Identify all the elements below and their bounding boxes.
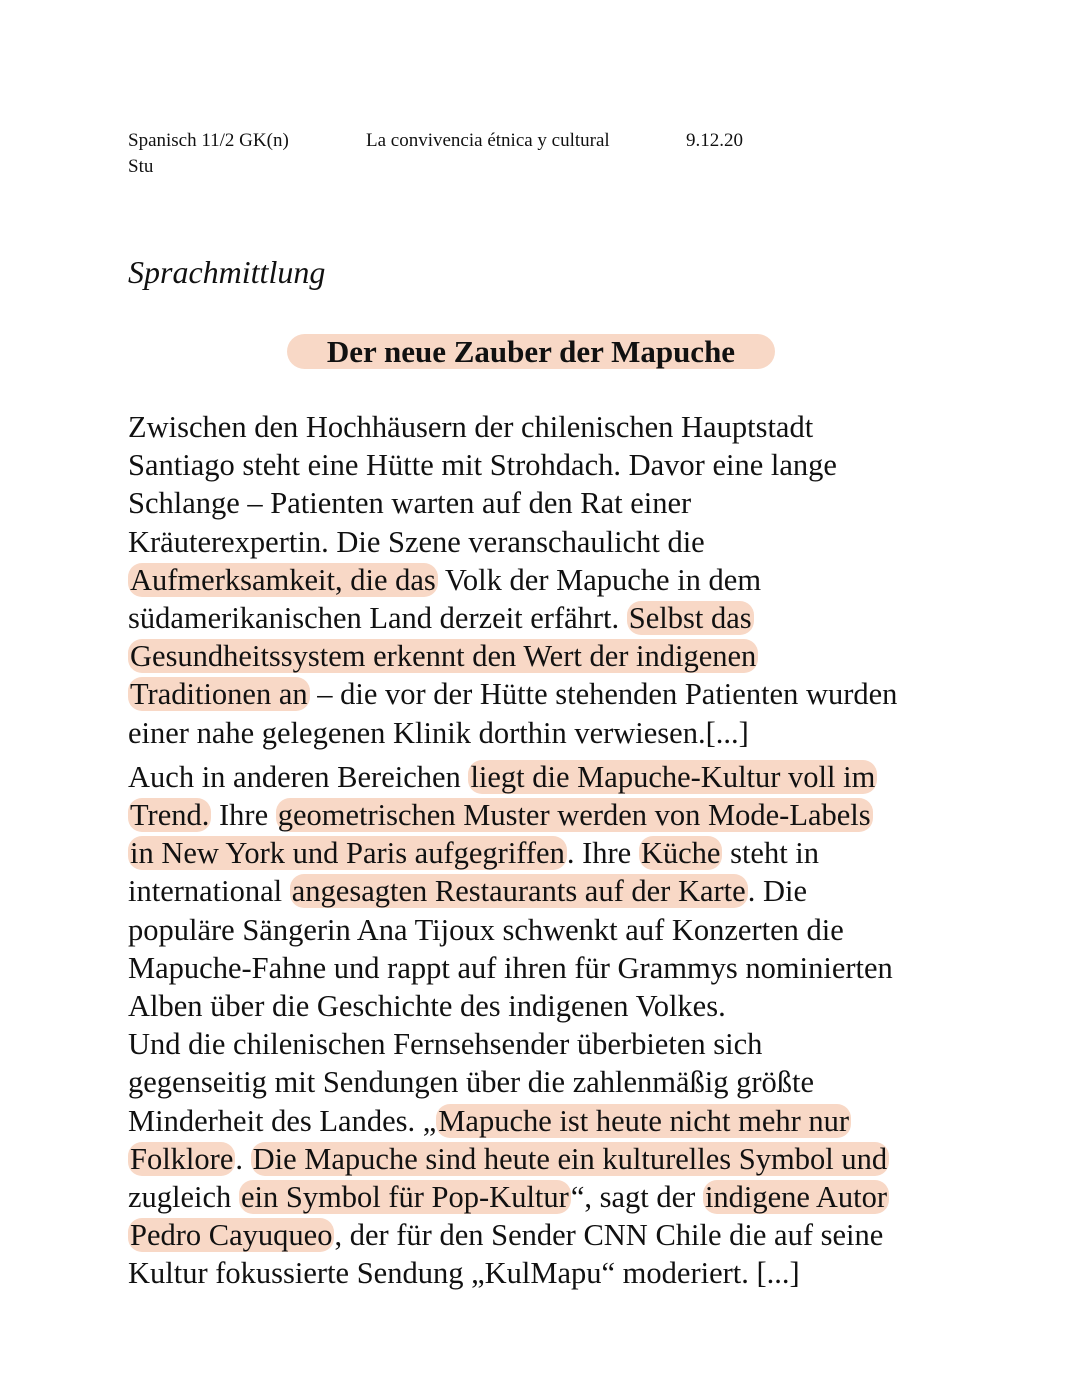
text-line <box>128 1216 968 1254</box>
text-segment: – die vor der Hütte stehenden Patienten wurden <box>309 677 898 712</box>
highlighted-text: Mapuche ist heute nicht mehr nur <box>438 1103 850 1138</box>
text-line <box>128 758 968 796</box>
article-body <box>128 408 968 1293</box>
text-segment: gegenseitig mit Sendungen über die zahlenmäßig größte <box>128 1065 815 1100</box>
text-segment: Zwischen den Hochhäusern der chilenischen Hauptstadt <box>128 410 814 444</box>
course-line-2: Stu <box>128 156 154 177</box>
text-segment: Minderheit des Landes. „ <box>128 1103 437 1138</box>
text-segment: Schlange – Patienten warten auf den Rat einer <box>128 486 692 521</box>
text-segment: . Die <box>747 874 807 909</box>
text-line <box>128 949 968 987</box>
article-title-text: Der neue Zauber der Mapuche <box>287 334 775 369</box>
text-line <box>128 834 968 872</box>
text-line <box>128 599 968 637</box>
text-line <box>128 1178 968 1216</box>
text-segment: Kultur fokussierte Sendung „KulMapu“ moderiert. [...] <box>128 1256 800 1291</box>
text-segment: Alben über die Geschichte des indigenen Volkes. <box>128 989 726 1024</box>
text-line <box>128 1140 968 1178</box>
paragraph <box>128 408 968 752</box>
highlighted-text: Aufmerksamkeit, die das <box>130 562 436 597</box>
text-line <box>128 1063 968 1101</box>
text-segment: . Ihre <box>566 836 639 871</box>
text-line <box>128 872 968 910</box>
course-label <box>128 128 289 180</box>
course-line-1: Spanisch 11/2 GK(n) <box>128 130 289 151</box>
topic-label: La convivencia étnica y cultural <box>366 130 610 151</box>
text-line <box>128 675 968 713</box>
text-segment: südamerikanischen Land derzeit erfährt. <box>128 601 627 636</box>
highlighted-text: Traditionen an <box>130 677 308 712</box>
highlighted-text: Trend. <box>130 798 210 833</box>
text-line <box>128 408 968 446</box>
highlighted-text: in New York und Paris aufgegriffen <box>130 836 565 871</box>
text-line <box>128 911 968 949</box>
highlighted-text: Die Mapuche sind heute ein kulturelles Symbol und <box>252 1141 888 1176</box>
highlighted-text: Selbst das <box>628 601 752 636</box>
text-segment: . <box>235 1141 251 1176</box>
text-segment: Volk der Mapuche in dem <box>437 562 762 597</box>
section-title: Sprachmittlung <box>128 254 326 290</box>
text-segment: international <box>128 874 290 909</box>
text-line <box>128 446 968 484</box>
text-line <box>128 1102 968 1140</box>
text-line <box>128 1254 968 1292</box>
text-segment: populäre Sängerin Ana Tijoux schwenkt auf Konzerten die <box>128 912 844 947</box>
text-segment: Mapuche-Fahne und rappt auf ihren für Grammys nominierten <box>128 950 893 985</box>
highlighted-text: angesagten Restaurants auf der Karte <box>291 874 746 909</box>
text-segment: Santiago steht eine Hütte mit Strohdach. Davor eine lange <box>128 448 837 483</box>
highlighted-text: liegt die Mapuche-Kultur voll im <box>470 759 876 794</box>
highlighted-text: Gesundheitssystem erkennt den Wert der indigenen <box>130 639 757 674</box>
text-line <box>128 714 968 752</box>
highlighted-text: geometrischen Muster werden von Mode-Labels <box>277 798 871 833</box>
text-line <box>128 523 968 561</box>
text-line <box>128 561 968 599</box>
article-title <box>286 332 776 372</box>
text-line <box>128 484 968 522</box>
text-segment: Kräuterexpertin. Die Szene veranschaulicht die <box>128 524 705 559</box>
highlighted-text: Folklore <box>130 1141 234 1176</box>
text-segment: steht in <box>722 836 820 871</box>
text-line <box>128 987 968 1025</box>
highlighted-text: Küche <box>640 836 721 871</box>
text-segment: “, sagt der <box>570 1180 703 1215</box>
text-line <box>128 1025 968 1063</box>
text-segment: Ihre <box>211 798 276 833</box>
date-label: 9.12.20 <box>686 130 743 151</box>
paragraph <box>128 758 968 1293</box>
text-segment: , der für den Sender CNN Chile die auf seine <box>334 1218 884 1253</box>
text-segment: Auch in anderen Bereichen <box>128 759 469 794</box>
highlighted-text: indigene Autor <box>704 1180 888 1215</box>
text-segment: zugleich <box>128 1180 239 1215</box>
highlighted-text: Pedro Cayuqueo <box>130 1218 333 1253</box>
text-line <box>128 637 968 675</box>
text-segment: einer nahe gelegenen Klinik dorthin verwiesen.[...] <box>128 715 749 750</box>
text-segment: Und die chilenischen Fernsehsender überbieten sich <box>128 1027 763 1062</box>
text-line <box>128 796 968 834</box>
highlighted-text: ein Symbol für Pop-Kultur <box>240 1180 569 1215</box>
